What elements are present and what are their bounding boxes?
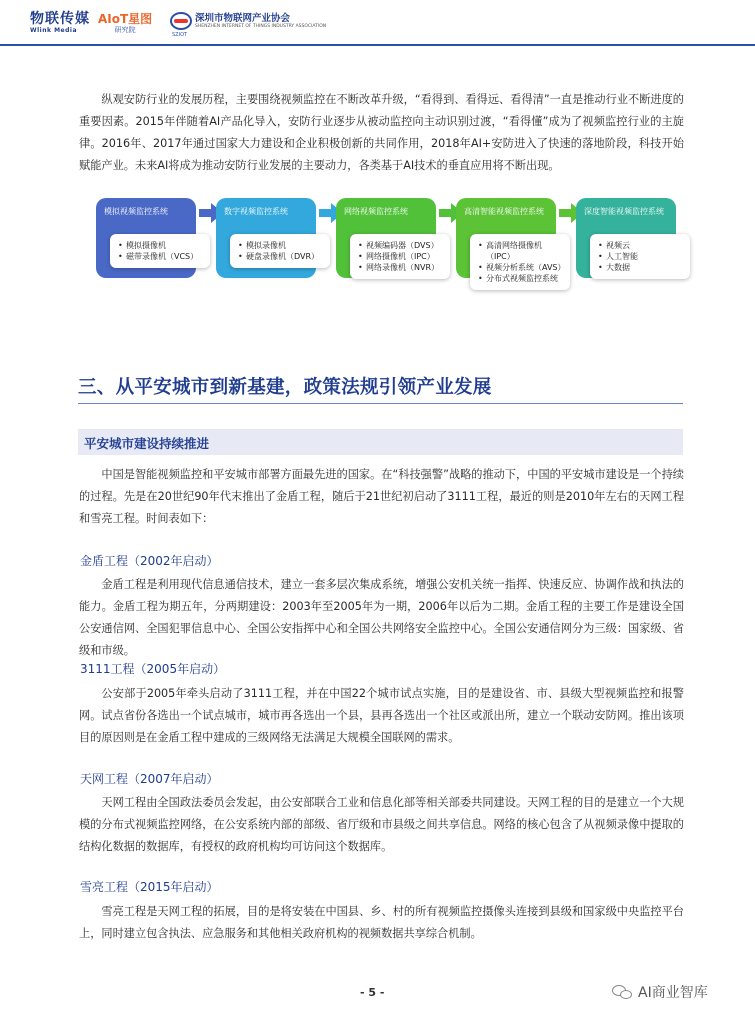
wechat-icon (612, 983, 634, 1001)
flow-stage-item: • 模拟摄像机 (118, 240, 204, 251)
item-body-jindun: 金盾工程是利用现代信息通信技术，建立一套多层次集成系统，增强公安机关统一指挥、快速反应、协调作战和执法的能力。金盾工程为期五年，分两期建设：2003年至2005年为一期，2006年以后为二期。金盾工程的主要工作是建设全国公安通信网、全国犯罪信息中心、全国公安指挥中心和全国公共网络安全监控中心。全国公安通信网分为三级：国家级、省级和市级。 (79, 578, 684, 657)
aiot-logo (98, 12, 152, 35)
wlink-logo-sub: Wlink Media (30, 27, 78, 34)
aiot-logo-sub: 研究院 (114, 26, 136, 34)
section-title: 三、从平安城市到新基建，政策法规引领产业发展 (78, 377, 492, 398)
flow-stage-title: 数字视频监控系统 (224, 207, 288, 216)
item-heading-jindun: 金盾工程（2002年启动） (80, 554, 219, 568)
flow-stage-list (230, 234, 330, 268)
page-header (0, 0, 755, 44)
wechat-watermark (612, 982, 708, 1002)
flow-stage-item: • 网络摄像机（IPC） (358, 251, 444, 262)
subsection-banner (78, 429, 683, 455)
flow-stage-item: • 视频编码器（DVS） (358, 240, 444, 251)
wlink-media-logo (30, 12, 90, 34)
item-body-3111: 公安部于2005年牵头启动了3111工程，并在中国22个城市试点实施，目的是建设省、市、县级大型视频监控和报警网。试点省份各选出一个试点城市，城市再各选出一个县，县再各选出一个社区或派出所，建立一个联动安防网。推出该项目的原因则是在金盾工程中建成的三级网络无法满足大规模全国联网的需求。 (79, 687, 684, 744)
sziot-logo-main: 深圳市物联网产业协会 (195, 12, 291, 24)
item-heading-3111: 3111工程（2005年启动） (80, 662, 226, 676)
sziot-mark-icon (170, 12, 192, 38)
flow-stage-item: • 模拟录像机 (238, 240, 324, 251)
flow-stage-item: • 人工智能 (598, 251, 684, 262)
item-heading-tianwang: 天网工程（2007年启动） (80, 772, 219, 786)
section-divider (78, 403, 683, 404)
flow-stage-item: • 硬盘录像机（DVR） (238, 251, 324, 262)
sziot-logo-sub: SHENZHEN INTERNET OF THINGS INDUSTRY ASSOCIATION (195, 23, 327, 29)
subsection-title: 平安城市建设持续推进 (84, 436, 210, 451)
flow-stage-item: • 磁带录像机（VCS） (118, 251, 204, 262)
flow-stage-item: • 高清网络摄像机（IPC） (478, 240, 564, 262)
evolution-flow-diagram (96, 198, 666, 316)
flow-stage-list (470, 234, 570, 290)
flow-stage-title: 网络视频监控系统 (344, 207, 408, 216)
sziot-logo (170, 12, 327, 38)
flow-stage-title: 模拟视频监控系统 (104, 207, 168, 216)
header-divider (0, 44, 755, 46)
flow-stage-title: 深度智能视频监控系统 (584, 207, 664, 216)
flow-stage-list (590, 234, 690, 279)
item-body-tianwang: 天网工程由全国政法委员会发起，由公安部联合工业和信息化部等相关部委共同建设。天网工程的目的是建立一个大规模的分布式视频监控网络，在公安系统内部的部级、省厅级和市县级之间共享信息。网络的核心包含了从视频录像中提取的结构化数据的数据库，有授权的政府机构均可访问这个数据库。 (79, 796, 684, 853)
item-heading-xueliang: 雪亮工程（2015年启动） (80, 880, 219, 894)
flow-stage-list (110, 234, 210, 268)
flow-stage-item: • 大数据 (598, 262, 684, 273)
flow-stage-title: 高清智能视频监控系统 (464, 207, 544, 216)
wlink-logo-main: 物联传媒 (30, 11, 90, 27)
flow-stage-item: • 网络录像机（NVR） (358, 262, 444, 273)
sziot-mark-text: SZIOT (172, 32, 188, 38)
flow-stage-list (350, 234, 450, 279)
safe-city-paragraph: 中国是智能视频监控和平安城市部署方面最先进的国家。在“科技强警”战略的推动下，中国的平安城市建设是一个持续的过程。先是在20世纪90年代末推出了金盾工程，随后于21世纪初启动了3111工程，最近的则是2010年左右的天网工程和雪亮工程。时间表如下： (79, 468, 684, 525)
flow-stage-item: • 分布式视频监控系统 (478, 273, 564, 284)
intro-paragraph: 纵观安防行业的发展历程，主要围绕视频监控在不断改革升级，“看得到、看得远、看得清”一直是推动行业不断进度的重要因素。2015年伴随着AI产品化导入，安防行业逐步从被动监控向主动识别过渡，“看得懂”成为了视频监控行业的主旋律。2016年、2017年通过国家大力建设和企业积极创新的共同作用，2018年AI+安防进入了快速的落地阶段，科技开始赋能产业。未来AI将成为推动安防行业发展的主要动力，各类基于AI技术的垂直应用将不断出现。 (79, 93, 684, 172)
watermark-text: AI商业智库 (638, 985, 708, 1001)
item-body-xueliang: 雪亮工程是天网工程的拓展，目的是将安装在中国县、乡、村的所有视频监控摄像头连接到县级和国家级中央监控平台上，同时建立包含执法、应急服务和其他相关政府机构的视频数据共享综合机制。 (79, 905, 684, 940)
page-number: - 5 - (360, 986, 385, 999)
aiot-logo-main: AIoT星图 (98, 12, 153, 26)
flow-stage-item: • 视频分析系统（AVS） (478, 262, 564, 273)
flow-stage-item: • 视频云 (598, 240, 684, 251)
